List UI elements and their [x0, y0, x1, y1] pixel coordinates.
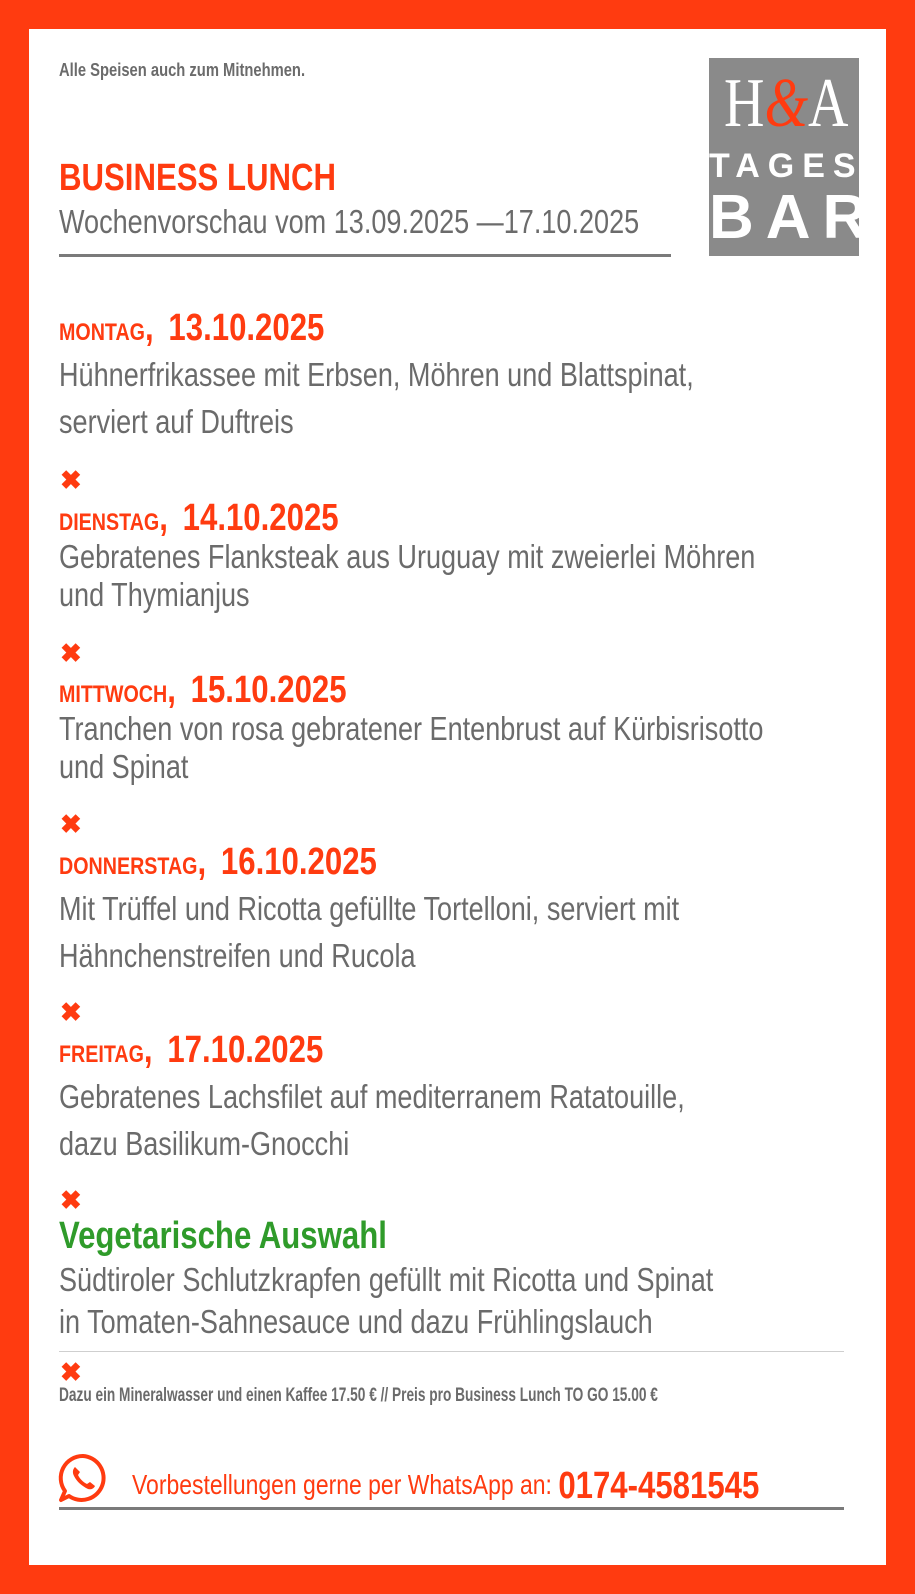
dish-line: Gebratenes Flanksteak aus Uruguay mit zweierlei Möhren — [59, 538, 756, 575]
day-heading — [59, 307, 715, 350]
day-name: MONTAG — [59, 319, 145, 346]
vegetarian-dish-line: in Tomaten-Sahnesauce und dazu Frühlingslauch — [59, 1303, 653, 1340]
separator-cross-icon: ✖ — [60, 465, 82, 495]
header-divider — [59, 254, 671, 257]
day-date: 15.10.2025 — [190, 669, 347, 711]
day-heading — [59, 841, 715, 884]
bottom-divider — [59, 1507, 844, 1510]
dish-line: Gebratenes Lachsfilet auf mediterranem Ratatouille, — [59, 1078, 685, 1115]
page-title: BUSINESS LUNCH — [59, 157, 337, 199]
logo-monogram — [724, 64, 849, 144]
day-name: FREITAG — [59, 1041, 144, 1068]
day-comma: , — [197, 841, 207, 883]
vegetarian-dish-line: Südtiroler Schlutzkrapfen gefüllt mit Ricotta und Spinat — [59, 1261, 714, 1298]
dish-line: und Thymianjus — [59, 576, 250, 613]
day-heading — [59, 669, 715, 712]
separator-cross-icon: ✖ — [60, 809, 82, 839]
dish-line: und Spinat — [59, 748, 189, 785]
separator-cross-icon: ✖ — [60, 1185, 82, 1215]
day-comma: , — [143, 1029, 153, 1071]
dish-line: dazu Basilikum-Gnocchi — [59, 1125, 350, 1162]
dish-line: Hähnchenstreifen und Rucola — [59, 937, 416, 974]
logo-tages: TAGES — [709, 147, 864, 185]
day-comma: , — [144, 307, 154, 349]
day-date: 14.10.2025 — [182, 497, 339, 539]
day-heading — [59, 497, 715, 540]
takeaway-note: Alle Speisen auch zum Mitnehmen. — [59, 60, 306, 80]
week-range: Wochenvorschau vom 13.09.2025 —17.10.2025 — [59, 203, 640, 240]
day-comma: , — [167, 669, 176, 711]
footer-divider — [59, 1351, 844, 1352]
price-info: Dazu ein Mineralwasser und einen Kaffee 17.50 € // Preis pro Business Lunch TO GO 15.00 € — [59, 1385, 658, 1406]
day-name: DIENSTAG — [59, 509, 160, 536]
menu-card — [29, 29, 886, 1565]
whatsapp-phone-link[interactable]: 0174-4581545 — [558, 1465, 760, 1507]
dish-line: Mit Trüffel und Ricotta gefüllte Tortelloni, serviert mit — [59, 890, 680, 927]
day-name: MITTWOCH — [59, 681, 168, 708]
day-date: 16.10.2025 — [220, 841, 377, 883]
separator-cross-icon: ✖ — [60, 638, 82, 668]
day-date: 13.10.2025 — [168, 307, 325, 349]
day-tuesday — [59, 497, 859, 614]
day-friday — [59, 1029, 859, 1163]
vegetarian-title: Vegetarische Auswahl — [59, 1215, 387, 1257]
day-date: 17.10.2025 — [167, 1029, 324, 1071]
day-monday — [59, 307, 859, 441]
logo-h: H — [724, 65, 765, 142]
dish-line: Tranchen von rosa gebratener Entenbrust auf Kürbisrisotto — [59, 710, 764, 747]
day-name: DONNERSTAG — [59, 853, 198, 880]
day-heading — [59, 1029, 715, 1072]
whatsapp-order-text — [132, 1461, 760, 1507]
day-wednesday — [59, 669, 859, 786]
day-comma: , — [159, 497, 168, 539]
whatsapp-label: Vorbestellungen gerne per WhatsApp an: — [132, 1469, 559, 1500]
separator-cross-icon: ✖ — [60, 997, 82, 1027]
day-thursday — [59, 841, 859, 975]
logo-bar: BAR — [709, 183, 880, 252]
separator-cross-icon: ✖ — [60, 1357, 82, 1387]
whatsapp-icon[interactable] — [57, 1452, 109, 1504]
logo-a: A — [808, 65, 849, 142]
logo-amp: & — [764, 65, 809, 142]
dish-line: Hühnerfrikassee mit Erbsen, Möhren und Blattspinat, — [59, 356, 694, 393]
logo — [709, 58, 880, 256]
dish-line: serviert auf Duftreis — [59, 403, 294, 440]
